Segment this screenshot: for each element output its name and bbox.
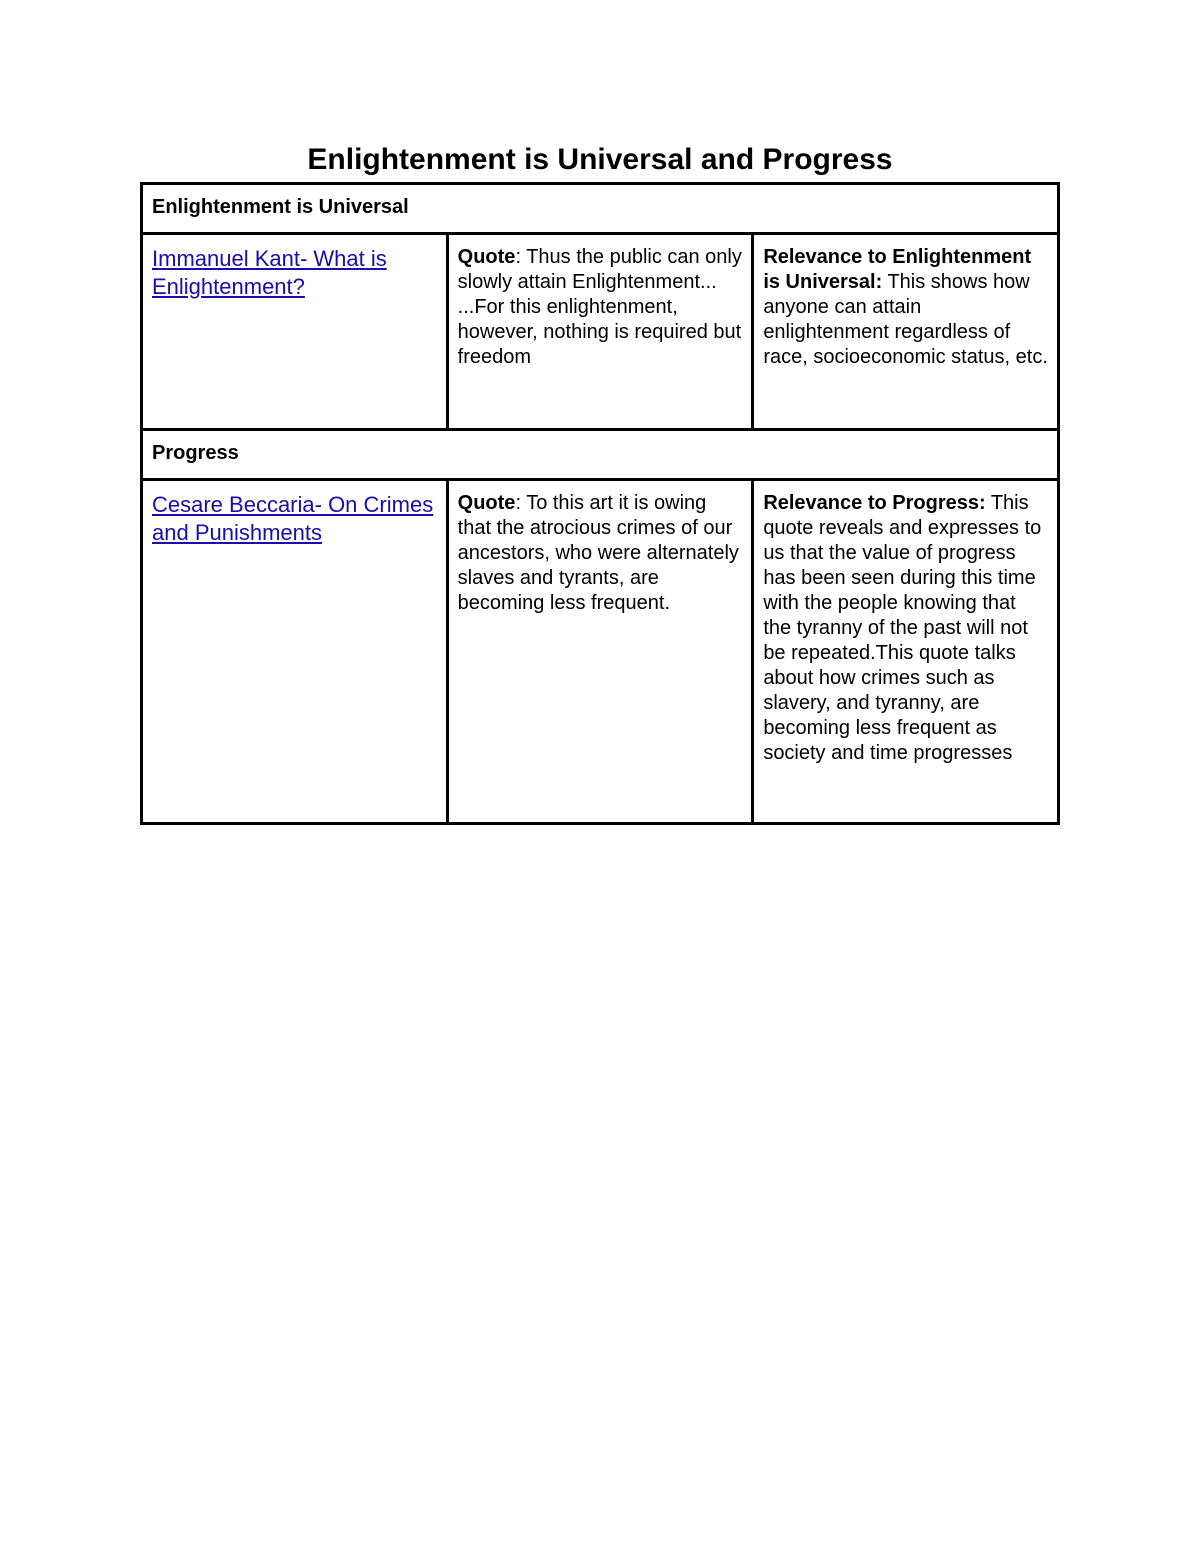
content-table <box>140 182 1060 825</box>
quote-cell <box>447 234 753 430</box>
quote-label: Quote <box>457 492 516 514</box>
section-heading: Progress <box>142 430 1059 480</box>
relevance-text: This shows how anyone can attain enlightenment regardless of race, socioeconomic status, etc. <box>763 271 1048 368</box>
quote-label: Quote <box>457 246 516 268</box>
relevance-cell <box>753 480 1059 824</box>
source-link-kant[interactable]: Immanuel Kant- What is Enlightenment? <box>152 246 387 299</box>
quote-text: : To this art it is owing that the atrocious crimes of our ancestors, who were alternately slaves and tyrants, are becoming less frequent. <box>457 492 739 614</box>
page-title: Enlightenment is Universal and Progress <box>307 143 893 176</box>
relevance-cell <box>753 234 1059 430</box>
section-heading: Enlightenment is Universal <box>142 184 1059 234</box>
source-link-beccaria[interactable]: Cesare Beccaria- On Crimes and Punishments <box>152 492 434 545</box>
relevance-label: Relevance to Enlightenment is Universal: <box>763 246 1032 293</box>
table-row <box>142 480 1059 824</box>
table-row <box>142 234 1059 430</box>
quote-cell <box>447 480 753 824</box>
source-cell <box>142 480 448 824</box>
relevance-label: Relevance to Progress: <box>763 492 986 514</box>
section-header-row <box>142 184 1059 234</box>
source-cell <box>142 234 448 430</box>
relevance-text: This quote reveals and expresses to us that the value of progress has been seen during this time with the people knowing that the tyranny of the past will not be repeated.This quote talks about how crimes such as slavery, and tyranny, are becoming less frequent as society and time progresses <box>763 492 1042 764</box>
section-header-row <box>142 430 1059 480</box>
quote-text: : Thus the public can only slowly attain Enlightenment... ...For this enlightenment, however, nothing is required but freedom <box>457 246 742 368</box>
